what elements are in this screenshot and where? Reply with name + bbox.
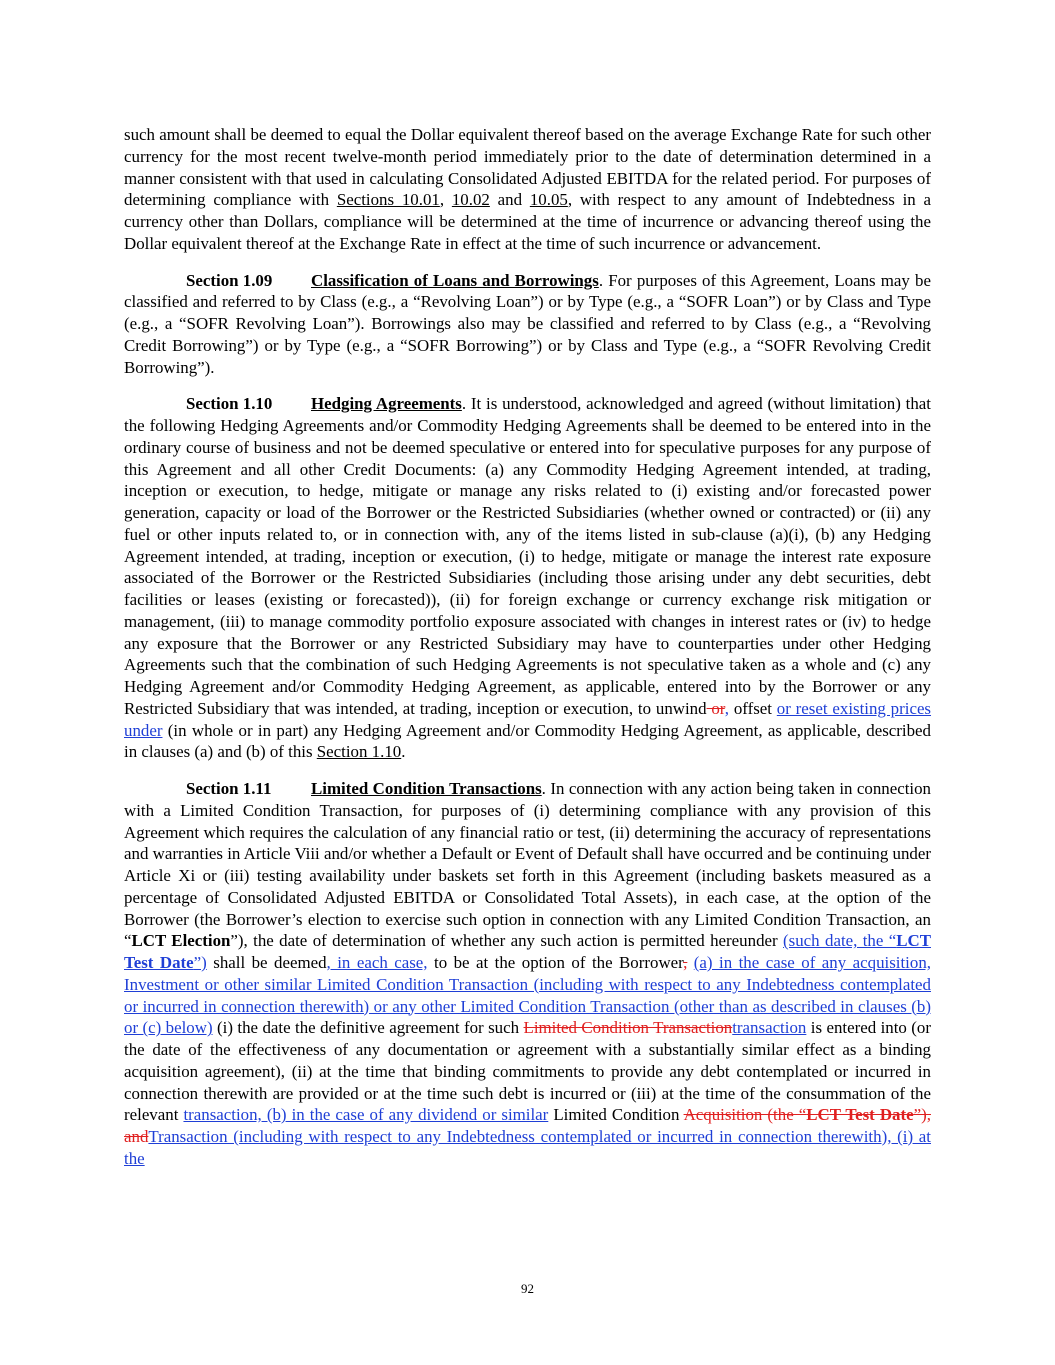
deleted-defined-term: LCT Test Date xyxy=(806,1105,914,1125)
text: (i) the date the definitive agreement for such xyxy=(212,1018,524,1038)
section-1-10 xyxy=(124,393,931,763)
text: such amount shall be deemed to equal the Dollar equivalent thereof based on the average Exchange Rate for such other currency for the most recent twelve-month period immediately prior to the date of determination determined in a manner consistent with that used in calculating Consolidated Adjusted EBITDA for the related period. For purposes of determining compliance with xyxy=(124,125,931,210)
inserted-text: (such date, the “ xyxy=(783,931,897,951)
text: Limited Condition xyxy=(548,1105,684,1125)
inserted-text: (a) in the case of any acquisition, Investment or other similar Limited Condition Transaction (including with respect to any Indebtedness contemplated or incurred in connection therewith) or any other Limited Condition Transaction (other than as described in clauses (b) or (c) below) xyxy=(124,953,931,1038)
section-reference: Sections 10.01 xyxy=(336,190,440,210)
section-title: Limited Condition Transactions xyxy=(311,779,542,798)
section-number: Section 1.11 xyxy=(186,779,272,798)
text: is entered into (or the date of the effectiveness of any documentation or agreement with a substantially similar effect as a binding acquisition agreement), (ii) at the time that binding commitments to provide any debt contemplated or incurred in connection therewith are provided or at the time such debt is incurred or (iii) at the time of the consummation of the relevant xyxy=(124,1018,931,1125)
section-reference: Section 1.10 xyxy=(316,742,402,762)
page-number: 92 xyxy=(521,1281,534,1296)
inserted-text: , xyxy=(724,698,729,718)
text: , xyxy=(439,190,452,210)
inserted-text: ”) xyxy=(193,953,207,972)
text: . xyxy=(401,742,406,762)
text: and xyxy=(489,190,530,210)
deleted-text: or xyxy=(706,698,725,718)
section-title: Classification of Loans and Borrowings xyxy=(311,270,599,290)
inserted-text: Transaction (including with respect to any Indebtedness contemplated or incurred in connection therewith), (i) at the xyxy=(124,1127,931,1168)
text: ”), the date of determination of whether any such action is permitted hereunder xyxy=(230,931,784,951)
section-reference: 10.02 xyxy=(451,190,490,210)
section-1-09 xyxy=(124,270,931,379)
section-title: Hedging Agreements xyxy=(311,394,462,414)
section-number: Section 1.09 xyxy=(186,270,273,290)
defined-term: LCT Election xyxy=(131,931,231,951)
paragraph-continued xyxy=(124,124,931,255)
text: . It is understood, acknowledged and agreed (without limitation) that the following Hedging Agreements and/or Commodity Hedging Agreements shall be deemed to be entered into in the ordinary course of business and not be deemed speculative or entered into for speculative purposes for any purpose of this Agreement and all other Credit Documents: (a) any Commodity Hedging Agreement intended, at trading, inception or execution, to hedge, mitigate or manage any risks related to (i) existing and/or forecasted power generation, capacity or load of the Borrower or the Restricted Subsidiaries (whether owned or contracted) or (ii) any fuel or other inputs related to, or in connection with, any of the items listed in sub-clause (a)(i), (b) any Hedging Agreement intended, at trading, inception or execution, (i) to hedge, mitigate or manage the interest rate exposure associated of the Borrower or the Restricted Subsidiaries (including those arising under any debt securities, debt facilities or leases (existing or forecasted)), (ii) for foreign exchange or currency exchange risk mitigation or management, (iii) to manage commodity portfolio exposure associated with changes in interest rates or (iv) to hedge any exposure that the Borrower or any Restricted Subsidiary may have to counterparties under other Hedging Agreements such that the combination of such Hedging Agreements is not speculative taken as a whole and (c) any Hedging Agreement and/or Commodity Hedging Agreement, as applicable, entered into by the Borrower or any Restricted Subsidiary that was intended, at trading, inception or execution, to unwind xyxy=(124,394,931,718)
text: (in whole or in part) any Hedging Agreement and/or Commodity Hedging Agreement, as applicable, described in clauses (a) and (b) of this xyxy=(124,720,931,762)
section-reference: 10.05 xyxy=(529,190,568,210)
deleted-text: Acquisition (the “ xyxy=(683,1105,807,1125)
text: to be at the option of the Borrower xyxy=(427,953,684,972)
text: offset xyxy=(729,698,777,718)
inserted-defined-term: LCT Test Date xyxy=(124,931,931,972)
deleted-text: ”), and xyxy=(124,1105,931,1146)
inserted-text: or reset existing prices under xyxy=(124,698,932,740)
text: . In connection with any action being taken in connection with a Limited Condition Transaction, for purposes of (i) determining compliance with any provision of this Agreement which requires the calculation of any financial ratio or test, (ii) determining the accuracy of representations and warranties in Article Viii and/or whether a Default or Event of Default shall have occurred and be continuing under Article Xi or (iii) testing availability under baskets set forth in this Agreement (including baskets measured as a percentage of Consolidated Adjusted EBITDA or Consolidated Total Assets), in each case, at the option of the Borrower (the Borrower’s election to exercise such option in connection with any Limited Condition Transaction, an “ xyxy=(124,779,931,951)
deleted-text: Limited Condition Transaction xyxy=(523,1018,733,1038)
text: . For purposes of this Agreement, Loans may be classified and referred to by Class (e.g., a “Revolving Loan”) or by Type (e.g., a “SOFR Loan”) or by Class and Type (e.g., a “SOFR Revolving Loan”). Borrowings also may be classified and referred to by Class (e.g., a “Revolving Credit Borrowing”) or by Type (e.g., a “SOFR Borrowing”) or by Class and Type (e.g., a “SOFR Revolving Credit Borrowing”). xyxy=(124,270,931,377)
inserted-text: transaction xyxy=(732,1018,807,1038)
document-page xyxy=(124,124,931,1170)
inserted-text: transaction, (b) in the case of any dividend or similar xyxy=(183,1105,549,1125)
section-1-11 xyxy=(124,778,931,1170)
text: , with respect to any amount of Indebtedness in a currency other than Dollars, compliance will be determined at the time of incurrence or advancing thereof using the Dollar equivalent thereof at the Exchange Rate in effect at the time of such incurrence or advancement. xyxy=(124,190,931,253)
text: shall be deemed xyxy=(206,953,327,972)
deleted-text: , xyxy=(683,953,688,972)
inserted-text: , in each case, xyxy=(326,953,428,972)
section-number: Section 1.10 xyxy=(186,394,273,414)
